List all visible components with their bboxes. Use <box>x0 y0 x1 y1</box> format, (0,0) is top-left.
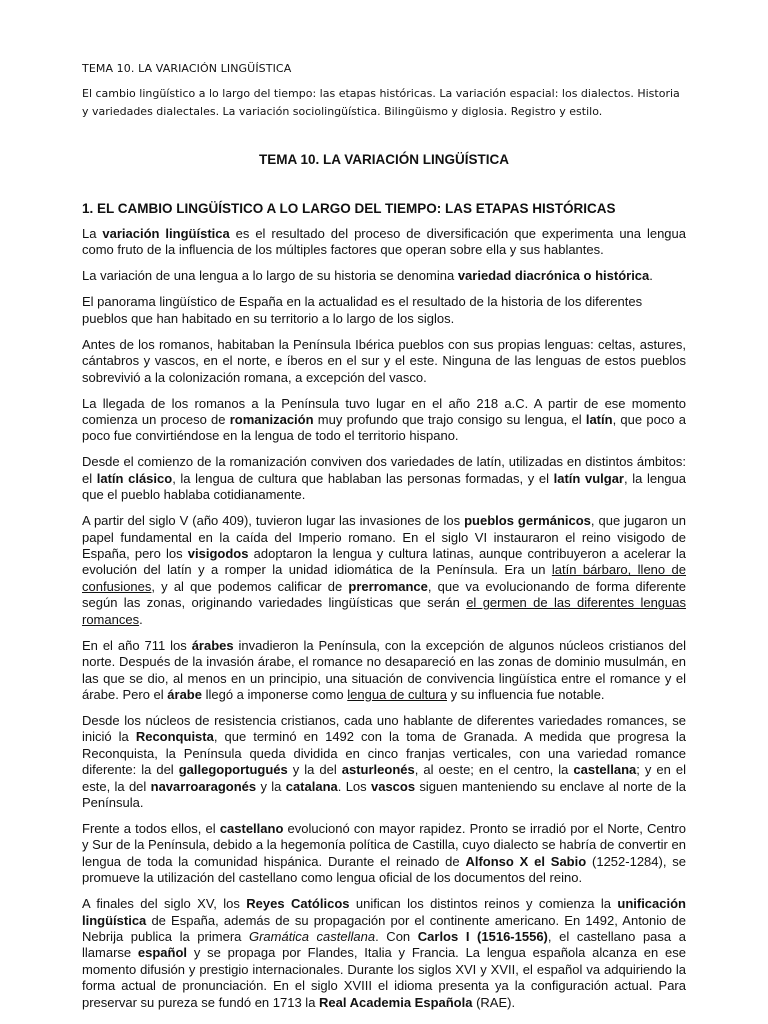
paragraph <box>82 821 686 887</box>
bold-text: árabe <box>167 686 202 702</box>
document-title: TEMA 10. LA VARIACIÓN LINGÜÍSTICA <box>258 152 509 167</box>
text-run: ; y en el este, la del <box>82 762 686 794</box>
bold-text: latín clásico <box>96 470 173 486</box>
bold-text: gallegoportugués <box>178 762 288 778</box>
italic-text: Gramática castellana <box>248 928 376 944</box>
text-run: En el año 711 los <box>82 637 192 653</box>
text-run: . <box>139 611 143 627</box>
bold-text: español <box>137 945 188 961</box>
bold-text: catalana <box>285 778 338 794</box>
text-run: Desde los núcleos de resistencia cristianos, cada uno hablante de diferentes variedades romances, se inició la <box>82 712 686 745</box>
paragraph <box>82 396 686 445</box>
paragraph <box>82 896 686 1011</box>
text-run: , la lengua de cultura que hablaban las personas formadas, y el <box>172 470 554 486</box>
text-run: es el resultado del proceso de diversificación que experimenta una lengua como fruto de la influencia de los múltiples factores que operan sobre ella y sus hablantes. <box>82 226 686 258</box>
text-run: , que jugaron un papel fundamental en la caída del Imperio romano. En el siglo VI instauraron el reino visigodo de España, pero los <box>82 513 686 562</box>
text-run: y la del <box>287 762 342 778</box>
bold-text: Reyes Católicos <box>246 896 350 912</box>
text-run: , que terminó en 1492 con la toma de Granada. A medida que progresa la Reconquista, la Península queda dividida en cinco franjas verticales, con una variedad romance diferente: la del <box>82 729 687 778</box>
underlined-text: lengua de cultura <box>347 686 447 702</box>
text-run: unifican los distintos reinos y comienza la <box>349 896 618 912</box>
text-run: . <box>649 268 653 284</box>
text-run: y la <box>256 778 286 794</box>
bold-text: Carlos I (1516-1556) <box>417 928 548 944</box>
paragraph <box>82 294 686 327</box>
text-run: llegó a imponerse como <box>201 686 348 702</box>
text-run: La llegada de los romanos a la Península tuvo lugar en el año 218 a.C. A partir de ese momento comienza un proceso de <box>82 395 686 428</box>
text-run: Desde el comienzo de la romanización conviven dos variedades de latín, utilizadas en distintos ámbitos: el <box>82 454 686 486</box>
text-run: siguen manteniendo su enclave al norte de la Península. <box>82 778 686 810</box>
text-run: A finales del siglo XV, los <box>82 896 247 912</box>
text-run: La variación de una lengua a lo largo de su historia se denomina <box>82 268 458 284</box>
text-run: muy profundo que trajo consigo su lengua, el <box>313 412 586 428</box>
bold-text: navarroaragonés <box>150 778 257 794</box>
text-run: de España, además de su propagación por el continente americano. En 1492, Antonio de Nebrija publica la primera <box>82 912 686 944</box>
paragraph <box>82 638 686 704</box>
bold-text: Real Academia Española <box>319 994 473 1010</box>
text-run: invadieron la Península, con la excepción de algunos núcleos cristianos del norte. Después de la invasión árabe, el romance no desapareció en las zonas de dominio musulmán, en las que se dio, al menos en un principio, una situación de convivencia lingüística entre el romance y el árabe. Pero el <box>82 637 686 702</box>
paragraph <box>82 226 686 259</box>
text-run: , y al que podemos calificar de <box>151 578 349 594</box>
text-run: Frente a todos ellos, el <box>82 820 220 836</box>
paragraph <box>82 337 686 386</box>
bold-text: prerromance <box>348 578 428 594</box>
bold-text: latín <box>585 412 613 428</box>
text-run: . Con <box>375 928 418 944</box>
paragraph <box>82 268 686 284</box>
document-body <box>82 226 686 1021</box>
underlined-text: latín bárbaro, lleno de confusiones <box>82 562 687 594</box>
text-run: . Los <box>337 778 371 794</box>
text-run: , que poco a poco fue convirtiéndose en la lengua de todo el territorio hispano. <box>82 412 686 444</box>
text-run: y su influencia fue notable. <box>446 686 605 702</box>
bold-text: visigodos <box>187 546 249 562</box>
text-run: El panorama lingüístico de España en la actualidad es el resultado de la historia de los diferentes pueblos que han habitado en su territorio a lo largo de los siglos. <box>82 294 643 326</box>
bold-text: castellana <box>573 762 637 778</box>
bold-text: variación lingüística <box>102 226 230 241</box>
paragraph <box>82 454 686 503</box>
bold-text: asturleonés <box>341 762 415 778</box>
text-run: evolucionó con mayor rapidez. Pronto se irradió por el Norte, Centro y Sur de la Península, debido a la hegemonía política de Castilla, cuyo dialecto se habría de convertir en lengua de toda la comunidad hispánica. Durante el reinado de <box>82 820 686 869</box>
paragraph <box>82 513 686 628</box>
header-title: TEMA 10. LA VARIACIÓN LINGÜÍSTICA <box>82 62 292 75</box>
bold-text: castellano <box>219 820 284 836</box>
text-run: , el castellano pasa a llamarse <box>82 928 686 961</box>
text-run: A partir del siglo V (año 409), tuvieron lugar las invasiones de los <box>82 513 465 529</box>
paragraph <box>82 713 686 811</box>
bold-text: Reconquista <box>135 729 214 745</box>
bold-text: unificación lingüística <box>82 896 686 928</box>
bold-text: Alfonso X el Sabio <box>465 853 587 869</box>
text-run: (1252-1284), se promueve la utilización del castellano como lengua oficial de los documentos del reino. <box>82 853 686 886</box>
bold-text: vascos <box>370 778 416 794</box>
text-run: , la lengua que el pueblo hablaba cotidianamente. <box>82 470 686 503</box>
header-summary: El cambio lingüístico a lo largo del tiempo: las etapas históricas. La variación espacial: los dialectos. Historia y variedades dialectales. La variación sociolingüística. Bilingüismo y diglosia. Registro y estilo. <box>82 87 680 118</box>
bold-text: romanización <box>229 412 314 428</box>
text-run: Antes de los romanos, habitaban la Península Ibérica pueblos con sus propias lenguas: celtas, astures, cántabros y vascos, en el norte, e íberos en el sur y el este. Ninguna de las lenguas de estos pueblos sobrevivió a la colonización romana, a excepción del vasco. <box>82 336 686 385</box>
bold-text: árabes <box>191 637 234 653</box>
text-run: y se propaga por Flandes, Italia y Francia. La lengua española alcanza en ese momento difusión y prestigio internacionales. Durante los siglos XVI y XVII, el español va adquiriendo la forma actual de pronunciación. En el siglo XVIII el idioma presenta ya la configuración actual. Para preservar su pureza se fundó en 1713 la <box>82 945 686 1010</box>
underlined-text: el germen de las diferentes lenguas romances <box>82 595 686 627</box>
text-run: La <box>82 226 103 241</box>
bold-text: latín vulgar <box>553 470 624 486</box>
text-run: (RAE). <box>472 994 516 1010</box>
bold-text: pueblos germánicos <box>464 513 591 529</box>
text-run: adoptaron la lengua y cultura latinas, aunque contribuyeron a acelerar la evolución del latín y a romper la unidad idiomática de la Península. Era un <box>82 546 686 578</box>
text-run: , que va evolucionando de forma diferente según las zonas, originando variedades lingüísticas que serán <box>82 578 686 611</box>
bold-text: variedad diacrónica o histórica <box>457 268 650 284</box>
section-heading: 1. EL CAMBIO LINGÜÍSTICO A LO LARGO DEL TIEMPO: LAS ETAPAS HISTÓRICAS <box>82 201 616 216</box>
text-run: , al oeste; en el centro, la <box>414 762 574 778</box>
